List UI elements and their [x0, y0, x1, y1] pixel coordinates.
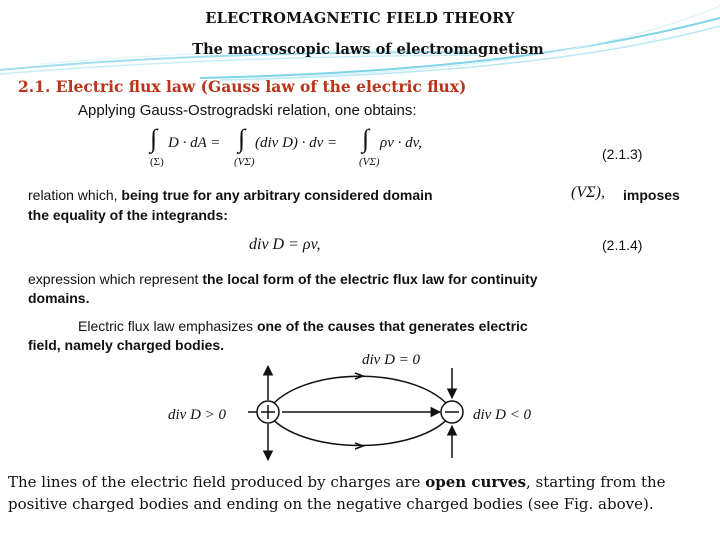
- eq2: div D = ρv,: [249, 236, 321, 253]
- field-line: [268, 376, 452, 410]
- caption-text: The lines of the electric field produced by charges are: [8, 473, 426, 491]
- figure-caption: [8, 471, 708, 515]
- equation-number: (2.1.4): [602, 237, 643, 253]
- eq1-rhs-domain: (VΣ): [359, 156, 380, 168]
- p2-bold-line2: domains.: [28, 290, 90, 306]
- slide-subtitle: The macroscopic laws of electromagnetism: [192, 41, 544, 58]
- caption-text-end: , starting from the positive charged bodies and ending on the negative charged bodies (see Fig. above).: [8, 473, 666, 513]
- intro-text: Applying Gauss-Ostrogradski relation, one obtains:: [78, 102, 417, 119]
- label-div-negative: div D < 0: [473, 407, 532, 423]
- integral-sign: ∫: [150, 124, 158, 153]
- integral-sign: ∫: [362, 124, 370, 153]
- eq1-lhs-domain: (Σ): [150, 156, 164, 168]
- field-line: [268, 414, 452, 446]
- p1-text: relation which,: [28, 187, 118, 203]
- p3-text: Electric flux law emphasizes: [78, 318, 254, 334]
- p1-bold: being true for any arbitrary considered domain: [121, 187, 433, 203]
- label-div-positive: div D > 0: [168, 407, 227, 423]
- eq1-rhs: ρv · dv,: [380, 135, 422, 151]
- label-div-zero: div D = 0: [362, 352, 421, 368]
- equation-number: (2.1.3): [602, 146, 643, 162]
- p3-bold: one of the causes that generates electric: [256, 318, 528, 334]
- domain-symbol: (VΣ),: [571, 184, 605, 201]
- p2-bold: the local form of the electric flux law for continuity: [202, 271, 538, 287]
- section-heading: 2.1. Electric flux law (Gauss law of the electric flux): [18, 77, 467, 96]
- slide-title: ELECTROMAGNETIC FIELD THEORY: [205, 10, 515, 27]
- p1-bold-line2: the equality of the integrands:: [28, 207, 228, 223]
- eq1-lhs: D · dA =: [168, 135, 221, 151]
- eq1-mid: (div D) · dv =: [255, 135, 338, 151]
- p2-text: expression which represent: [28, 271, 199, 287]
- caption-bold: open curves: [425, 473, 527, 491]
- integral-sign: ∫: [238, 124, 246, 153]
- eq1-mid-domain: (VΣ): [234, 156, 255, 168]
- p3-bold-line2: field, namely charged bodies.: [28, 337, 225, 353]
- p1-bold-end: imposes: [623, 187, 680, 203]
